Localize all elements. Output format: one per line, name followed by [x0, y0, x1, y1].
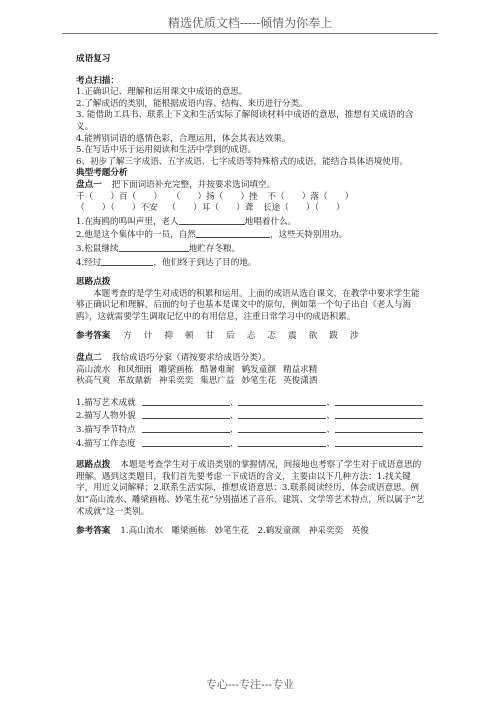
idiom-item: 高山流水 — [76, 364, 111, 375]
q1-sentence-3: 3.松鼠继续 地贮存冬粮。 — [76, 243, 241, 254]
answer-blank[interactable] — [179, 215, 245, 225]
q2-category-2: 2.描写人物外貌 、 、 — [76, 409, 426, 423]
idiom-item: 精益求精 — [282, 364, 318, 375]
answer-blank[interactable] — [335, 409, 423, 419]
q1-fill-item: （ ）耳（ ）聋 — [167, 203, 254, 214]
answer-blank[interactable] — [119, 242, 189, 252]
answer-blank[interactable] — [142, 423, 230, 433]
idiom-item: 革故鼎新 — [117, 376, 152, 387]
document-body — [76, 54, 426, 538]
answer-char: 后 — [226, 331, 235, 342]
q1-label: 盘点一 — [76, 179, 102, 190]
q1-instruction: 把下面词语补充完整，并按要求选词填空。 — [111, 179, 276, 190]
q1-fill-item: （ ）扬（ ）挫 — [171, 191, 258, 202]
answer-char: 涉 — [349, 331, 359, 342]
answer-blank[interactable] — [238, 437, 326, 447]
q1-fill-item: 不（ ）落（ ） — [267, 191, 354, 202]
answer-char: 计 — [143, 331, 153, 342]
idiom-item: 和风细雨 — [117, 364, 152, 375]
answer-char: 顿 — [184, 331, 194, 342]
answer-blank[interactable] — [101, 256, 153, 266]
q2-answer-text: 1.高山流水 雕梁画栋 妙笔生花 2.鹤发童颜 神采奕奕 英俊 — [120, 526, 369, 537]
answer-blank[interactable] — [335, 396, 423, 406]
answer-char: 欲 — [308, 331, 318, 342]
header-divider — [62, 33, 438, 34]
q1-answer-label: 参考答案 — [76, 331, 111, 342]
answer-char: 方 — [123, 331, 132, 342]
q2-tips-label: 思路点拨 — [76, 460, 111, 471]
idiom-item: 神采奕奕 — [158, 376, 194, 387]
idiom-item: 妙笔生花 — [241, 376, 276, 387]
q1-fill-row-1 — [76, 192, 426, 204]
answer-blank[interactable] — [335, 437, 423, 447]
scan-item-3: 3. 能借助工具书、联系上下文和生活实际了解阅读材料中成语的意思，推想有关成语的含义。 — [76, 110, 414, 132]
idiom-item: 集思广益 — [200, 376, 235, 387]
q2-tips-text: 本题是考查学生对于成语类别的掌握情况，间接地也考察了学生对于成语意思的理解。遇到这类题目，我们首先要考虑一下成语的含义，主要由以下几种方法：1.找关键字，用近义词解释；2.联系生活实际，推想成语意思；3.联系阅读经历，体会成语意思。例如“高山流水、雕梁画栋、妙笔生花”分别描述了音乐、建筑、文学等艺术特点，所以属于“艺术成就”这一类别。 — [76, 460, 425, 517]
answer-char: 跋 — [329, 331, 338, 342]
q2-answer-label: 参考答案 — [76, 526, 111, 537]
answer-char: 震 — [288, 331, 297, 342]
scan-item-4: 4.能辨别词语的感情色彩，合理运用，体会其表达效果。 — [76, 133, 291, 144]
scan-item-5: 5.在写话中乐于运用阅读和生活中学到的成语。 — [76, 145, 257, 156]
q2-category-1: 1.描写艺术成就 、 、 — [76, 396, 426, 410]
answer-char: 甘 — [205, 331, 215, 342]
page-footer: 专心---专注---专业 — [205, 678, 295, 691]
answer-blank[interactable] — [142, 396, 230, 406]
q1-fill-row-2 — [76, 203, 426, 215]
idiom-item: 秋高气爽 — [76, 376, 111, 387]
q2-tips — [76, 460, 426, 518]
scan-item-6: 6、初步了解三字成语、五字成语、七字成语等特殊格式的成语，能结合具体语境使用。 — [76, 156, 409, 167]
analysis-heading: 典型考题分析 — [76, 168, 128, 179]
q2-header — [76, 353, 426, 365]
q2-label: 盘点二 — [76, 353, 102, 364]
q1-sentence-2: 2.他是这个集体中的一员，自然 ，这些天特别用功。 — [76, 230, 348, 241]
doc-title: 成语复习 — [76, 54, 111, 64]
answer-blank[interactable] — [142, 437, 230, 447]
q2-idioms-row-1 — [76, 365, 426, 377]
idiom-item: 雕梁画栋 — [158, 364, 194, 375]
page-header: 精选优质文档-----倾情为你奉上 — [167, 16, 333, 30]
q1-sentence-4: 4.经过 ，他们终于到达了目的地。 — [76, 257, 257, 268]
answer-blank[interactable] — [196, 228, 270, 238]
q1-answers — [76, 331, 426, 343]
q1-tips-text: 本题考查的是学生对成语的积累和运用。上面的成语从选自课文，在教学中要求学生能够正确识记和理解，后面的句子也基本是课文中的原句，例如第一个句子出自《老人与海鸥》，这就需要学生调取记忆中的有用信息，注重日常学习中的成语积累。 — [76, 288, 420, 322]
scan-item-2: 2.了解成语的类别，能根据成语内容、结构、来历进行分类。 — [76, 98, 308, 109]
scan-item-1: 1.正确识记、理解和运用课文中成语的意思。 — [76, 87, 248, 98]
q1-tips-label: 思路点拨 — [76, 277, 111, 288]
q2-answers — [76, 526, 426, 538]
q1-fill-item: 长途（ ）（ ） — [263, 203, 345, 214]
scan-heading: 考点扫描： — [76, 75, 119, 86]
q2-category-4: 4.描写工作态度 、 、 — [76, 437, 426, 451]
answer-char: 忐 — [246, 331, 256, 342]
q2-idioms-row-2 — [76, 376, 426, 388]
q2-category-3: 3.描写季节特点 、 、 — [76, 423, 426, 437]
idiom-item: 酷暑难耐 — [200, 364, 235, 375]
q1-fill-item: 千（ ）百（ ） — [76, 191, 162, 202]
answer-blank[interactable] — [238, 396, 326, 406]
idiom-item: 英俊潇洒 — [282, 376, 318, 387]
q1-fill-item: （ ）（ ）不安 — [76, 203, 158, 214]
q1-sentence-1: 1.在海鸥的鸣叫声里，老人 地唱着什么。 — [76, 216, 297, 227]
answer-blank[interactable] — [238, 409, 326, 419]
q1-header — [76, 180, 426, 192]
idiom-item: 鹤发童颜 — [241, 364, 276, 375]
q2-instruction: 我给成语巧分家（请按要求给成语分类）。 — [111, 353, 271, 364]
answer-blank[interactable] — [335, 423, 423, 433]
answer-blank[interactable] — [142, 409, 230, 419]
answer-blank[interactable] — [238, 423, 326, 433]
answer-char: 抑 — [164, 331, 173, 342]
answer-char: 忑 — [267, 331, 276, 342]
